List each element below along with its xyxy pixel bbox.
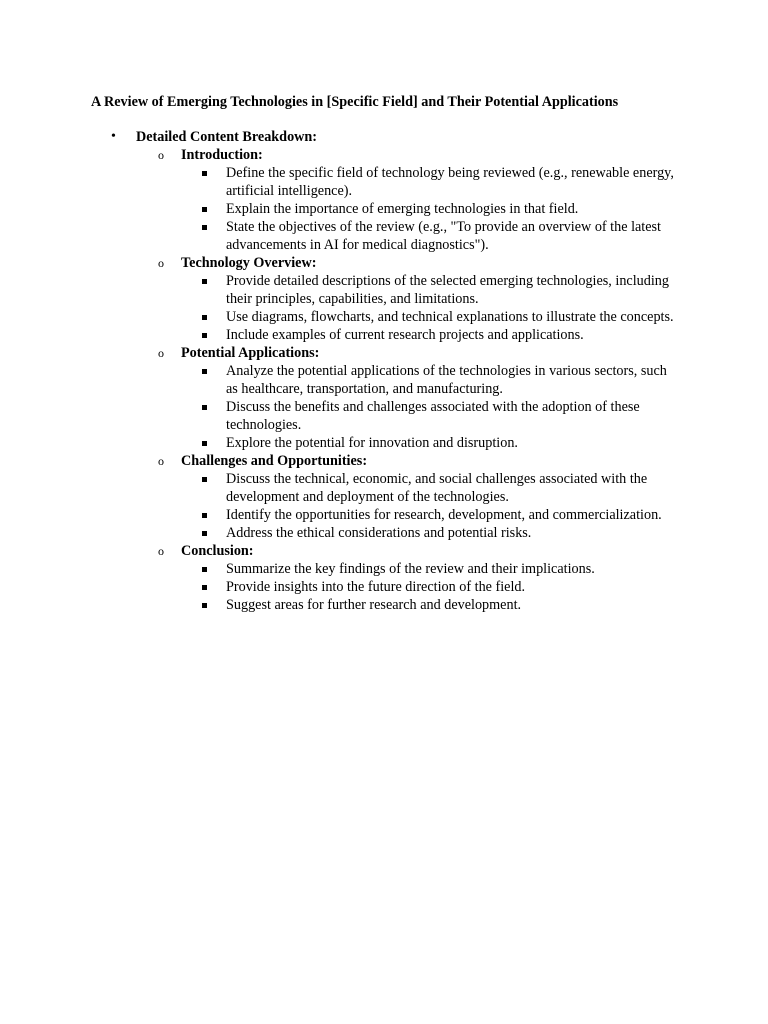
point-text: Use diagrams, flowcharts, and technical explanations to illustrate the concepts. <box>226 309 674 325</box>
point-item <box>181 506 676 524</box>
point-text: Explore the potential for innovation and disruption. <box>226 435 518 451</box>
page-title: A Review of Emerging Technologies in [Specific Field] and Their Potential Applications <box>91 94 619 110</box>
point-item <box>181 308 676 326</box>
point-item <box>181 434 676 452</box>
section-potential-applications <box>136 344 768 452</box>
square-bullet-icon <box>202 279 207 284</box>
point-item <box>181 272 676 308</box>
circle-bullet-icon: o <box>158 346 164 360</box>
point-text: Analyze the potential applications of the technologies in various sectors, such as healthcare, transportation, and manufacturing. <box>226 363 667 397</box>
point-text: Define the specific field of technology being reviewed (e.g., renewable energy, artificial intelligence). <box>226 165 674 199</box>
section-challenges-and-opportunities <box>136 452 768 542</box>
section-heading: Potential Applications: <box>181 345 320 361</box>
point-item <box>181 524 676 542</box>
section-heading: Conclusion: <box>181 543 254 559</box>
section-introduction <box>136 146 768 254</box>
outline-list <box>0 128 768 614</box>
point-list <box>181 272 768 344</box>
square-bullet-icon <box>202 585 207 590</box>
square-bullet-icon <box>202 225 207 230</box>
square-bullet-icon <box>202 405 207 410</box>
circle-bullet-icon: o <box>158 544 164 558</box>
point-text: Identify the opportunities for research, development, and commercialization. <box>226 507 662 523</box>
bullet-icon: • <box>111 129 116 144</box>
circle-bullet-icon: o <box>158 148 164 162</box>
point-list <box>181 164 768 254</box>
square-bullet-icon <box>202 369 207 374</box>
section-technology-overview <box>136 254 768 344</box>
point-item <box>181 596 676 614</box>
point-item <box>181 218 676 254</box>
section-list <box>136 146 768 614</box>
section-heading: Technology Overview: <box>181 255 317 271</box>
point-item <box>181 398 676 434</box>
square-bullet-icon <box>202 441 207 446</box>
point-text: Provide insights into the future direction of the field. <box>226 579 526 595</box>
point-list <box>181 362 768 452</box>
square-bullet-icon <box>202 477 207 482</box>
outline-heading: Detailed Content Breakdown: <box>136 129 318 145</box>
point-text: Discuss the technical, economic, and social challenges associated with the development and deployment of the technologies. <box>226 471 648 505</box>
point-item <box>181 470 676 506</box>
point-list <box>181 470 768 542</box>
point-text: Summarize the key findings of the review and their implications. <box>226 561 595 577</box>
point-item <box>181 560 676 578</box>
point-item <box>181 326 676 344</box>
point-text: Address the ethical considerations and potential risks. <box>226 525 532 541</box>
square-bullet-icon <box>202 315 207 320</box>
point-list <box>181 560 768 614</box>
circle-bullet-icon: o <box>158 454 164 468</box>
circle-bullet-icon: o <box>158 256 164 270</box>
section-heading: Challenges and Opportunities: <box>181 453 368 469</box>
point-item <box>181 362 676 398</box>
square-bullet-icon <box>202 603 207 608</box>
point-text: Provide detailed descriptions of the selected emerging technologies, including their principles, capabilities, and limitations. <box>226 273 669 307</box>
point-item <box>181 578 676 596</box>
square-bullet-icon <box>202 567 207 572</box>
point-text: Discuss the benefits and challenges associated with the adoption of these technologies. <box>226 399 640 433</box>
section-heading: Introduction: <box>181 147 263 163</box>
point-item <box>181 164 676 200</box>
square-bullet-icon <box>202 207 207 212</box>
square-bullet-icon <box>202 513 207 518</box>
outline-item <box>0 128 768 614</box>
section-conclusion <box>136 542 768 614</box>
point-text: Include examples of current research projects and applications. <box>226 327 584 343</box>
point-text: State the objectives of the review (e.g., "To provide an overview of the latest advancements in AI for medical diagnostics"). <box>226 219 662 253</box>
square-bullet-icon <box>202 171 207 176</box>
square-bullet-icon <box>202 333 207 338</box>
point-text: Explain the importance of emerging technologies in that field. <box>226 201 579 217</box>
square-bullet-icon <box>202 531 207 536</box>
point-item <box>181 200 676 218</box>
point-text: Suggest areas for further research and development. <box>226 597 522 613</box>
